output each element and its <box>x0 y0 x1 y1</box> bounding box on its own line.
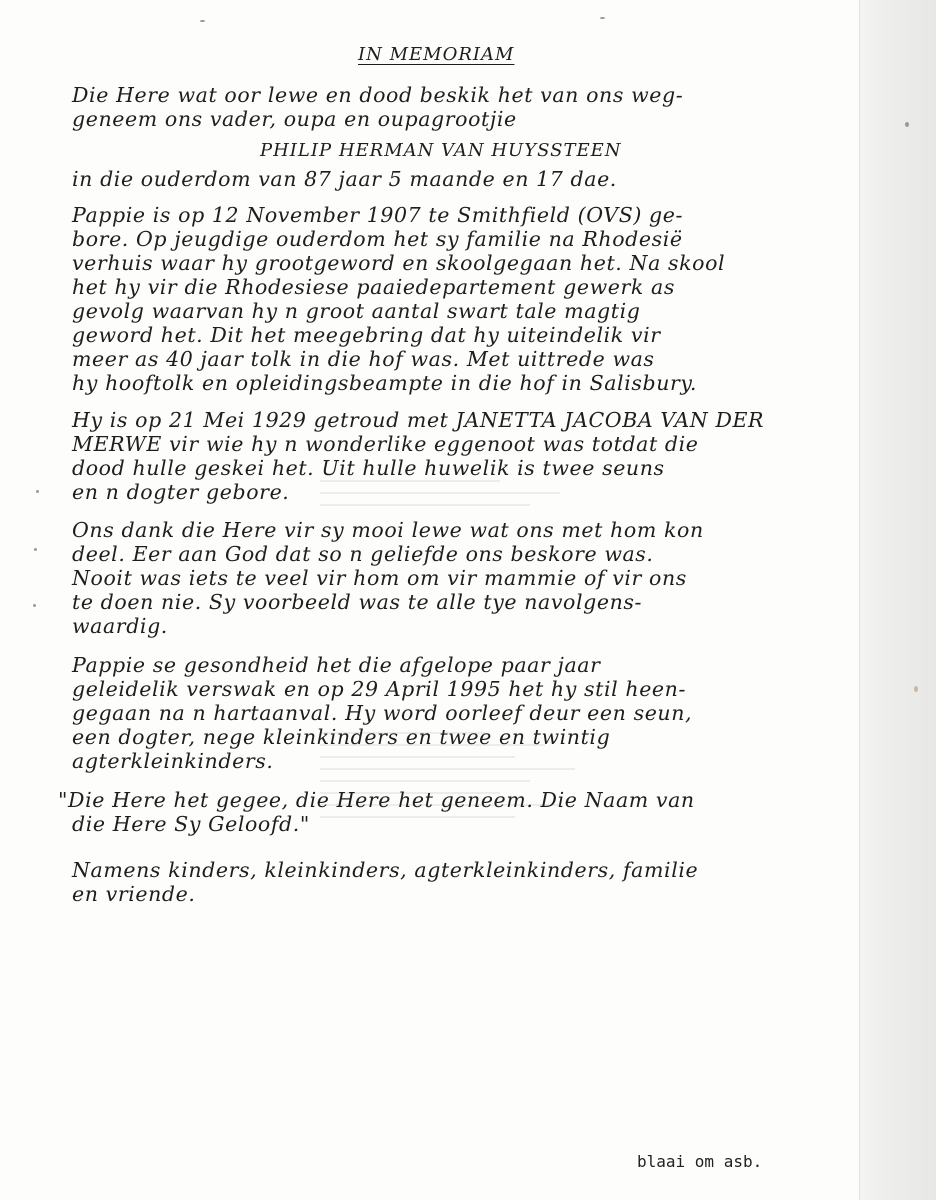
paragraph-1-line: hy hooftolk en opleidingsbeampte in die hof in Salisbury. <box>72 371 697 395</box>
paper-speck <box>34 548 37 551</box>
paragraph-1-line: bore. Op jeugdige ouderdom het sy familie na Rhodesië <box>72 227 683 251</box>
paragraph-4-line: agterkleinkinders. <box>72 749 274 773</box>
paragraph-1-line: het hy vir die Rhodesiese paaiedepartement gewerk as <box>72 275 675 299</box>
age-line: in die ouderdom van 87 jaar 5 maande en 17 dae. <box>72 167 617 191</box>
paragraph-2-line: en n dogter gebore. <box>72 480 290 504</box>
page-turn-note: blaai om asb. <box>637 1152 763 1171</box>
paragraph-4-line: geleidelik verswak en op 29 April 1995 het hy stil heen- <box>72 677 686 701</box>
paragraph-3-line: Nooit was iets te veel vir hom om vir mammie of vir ons <box>72 566 687 590</box>
paragraph-1-line: gevolg waarvan hy n groot aantal swart tale magtig <box>72 299 641 323</box>
intro-line-2: geneem ons vader, oupa en oupagrootjie <box>72 107 517 131</box>
paragraph-1-line: Pappie is op 12 November 1907 te Smithfield (OVS) ge- <box>72 203 684 227</box>
paragraph-3-line: deel. Eer aan God dat so n geliefde ons beskore was. <box>72 542 654 566</box>
paragraph-1-line: verhuis waar hy grootgeword en skoolgegaan het. Na skool <box>72 251 726 275</box>
paragraph-3-line: Ons dank die Here vir sy mooi lewe wat ons met hom kon <box>72 518 704 542</box>
deceased-name: PHILIP HERMAN VAN HUYSSTEEN <box>260 140 622 161</box>
quote-line: die Here Sy Geloofd." <box>72 812 310 836</box>
paragraph-2-line: dood hulle geskei het. Uit hulle huwelik is twee seuns <box>72 456 665 480</box>
paragraph-1-line: meer as 40 jaar tolk in die hof was. Met uittrede was <box>72 347 655 371</box>
paper-speck <box>200 20 205 22</box>
paper-speck <box>36 490 39 493</box>
paragraph-3-line: te doen nie. Sy voorbeeld was te alle tye navolgens- <box>72 590 643 614</box>
paper-speck <box>600 17 605 19</box>
paragraph-3-line: waardig. <box>72 614 168 638</box>
paragraph-1-line: geword het. Dit het meegebring dat hy uiteindelik vir <box>72 323 661 347</box>
closing-line: Namens kinders, kleinkinders, agterkleinkinders, familie <box>72 858 699 882</box>
paragraph-4-line: Pappie se gesondheid het die afgelope paar jaar <box>72 653 601 677</box>
paper-speck <box>914 686 918 692</box>
paragraph-4-line: gegaan na n hartaanval. Hy word oorleef deur een seun, <box>72 701 693 725</box>
page-edge-shadow <box>860 0 936 1200</box>
page-title: IN MEMORIAM <box>358 44 515 65</box>
paragraph-2-line: Hy is op 21 Mei 1929 getroud met JANETTA JACOBA VAN DER <box>72 408 765 432</box>
paper-speck <box>905 122 909 127</box>
paragraph-4-line: een dogter, nege kleinkinders en twee en twintig <box>72 725 611 749</box>
closing-line: en vriende. <box>72 882 196 906</box>
intro-line-1: Die Here wat oor lewe en dood beskik het van ons weg- <box>72 83 684 107</box>
quote-line: "Die Here het gegee, die Here het geneem. Die Naam van <box>58 788 695 812</box>
page-edge-line <box>859 0 860 1200</box>
paper-speck <box>33 604 36 607</box>
paragraph-2-line: MERWE vir wie hy n wonderlike eggenoot was totdat die <box>72 432 699 456</box>
